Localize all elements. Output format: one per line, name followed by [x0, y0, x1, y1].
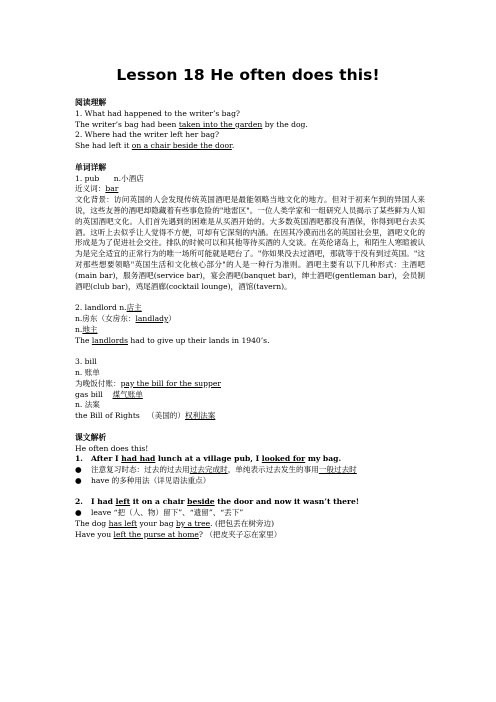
vocab-landlord-line3: n.地主	[75, 324, 98, 334]
bullet-icon: ●	[75, 475, 82, 485]
vocab-landlord-line2: n.房东（女房东：landlady）	[75, 313, 176, 323]
bullet-icon: ●	[75, 508, 82, 518]
vocab-bill-line6: the Bill of Rights （美国的）权利法案	[75, 411, 216, 421]
vocab-bill-line3: 为晚饭付账：pay the bill for the supper	[75, 378, 221, 388]
vocab-bill-line2: n. 账单	[75, 367, 100, 377]
analysis-bullet-1: ● 注意复习时态：过去的过去用过去完成时，单纯表示过去发生的事用一般过去时	[75, 465, 357, 475]
vocab-pub-synonym: 近义词：bar	[75, 184, 119, 194]
analysis-bullet-2: ● have 的多种用法（详见语法重点）	[75, 475, 211, 485]
vocab-landlord-line1: 2. landlord n.店主	[75, 303, 142, 313]
analysis-intro: He often does this!	[75, 443, 149, 453]
bullet-icon: ●	[75, 465, 82, 475]
vocab-pub-line: 1. pub n.小酒店	[75, 173, 144, 183]
analysis-example-1: The dog has left your bag by a tree. (把包丢在树旁边)	[75, 519, 275, 529]
vocab-pub-background: 文化背景：访问英国的人会发现传统英国酒吧是最能领略当地文化的地方。但对于初来乍到的异国人来说，这些友善的酒吧却隐藏着有些事危险的"地雷区"。一位人类学家和一组研究人员揭示了某些鲜为人知的英国酒吧文化。人们首先遇到的困难是从买酒开始的。大多数英国酒吧都没有酒保，你得到吧台去买酒。这听上去似乎让人觉得不方便，可却有它深刻的内涵。在因其冷漠而出名的英国社会里，酒吧文化的形成是为了促进社会交往。排队的时候可以和其他等待买酒的人交谈。在英伦诸岛上，和陌生人寒暄被认为是完全适宜的正常行为的唯一场所可能就是吧台了。"你如果没去过酒吧，那就等于没有到过英国。"这对那些想要领略"英国生活和文化核心部分"的人是一种行为准则。酒吧主要有以下几种形式：主酒吧(main bar)，服务酒吧(service bar)，宴会酒吧(banquet bar)，绅士酒吧(gentleman bar)，会员制酒吧(club bar)，鸡尾酒廊(cocktail lounge)，酒馆(tavern)。	[75, 195, 425, 291]
vocab-landlord-example: The landlords had to give up their lands in 1940’s.	[75, 335, 270, 345]
reading-question-1: 1. What had happened to the writer’s bag?	[75, 108, 241, 118]
vocab-bill-line1: 3. bill	[75, 357, 97, 367]
analysis-bullet-3: ● leave “把（人、物）留下”、“遗留”、“丢下”	[75, 508, 244, 518]
analysis-heading: 课文解析	[75, 432, 107, 442]
page-title: Lesson 18 He often does this!	[116, 66, 380, 84]
reading-answer-1: The writer’s bag had been taken into the garden by the dog.	[75, 119, 308, 129]
analysis-sentence-2: 2. I had left it on a chair beside the door and now it wasn’t there!	[75, 497, 360, 507]
reading-question-2: 2. Where had the writer left her bag?	[75, 130, 220, 140]
vocab-bill-line5: n. 法案	[75, 400, 100, 410]
vocab-bill-line4: gas bill 煤气账单	[75, 389, 143, 399]
analysis-sentence-1: 1. After I had had lunch at a village pub, I looked for my bag.	[75, 454, 342, 464]
analysis-example-2: Have you left the purse at home? （把皮夹子忘在家里）	[75, 529, 282, 539]
document-body	[75, 98, 425, 541]
reading-answer-2: She had left it on a chair beside the door.	[75, 141, 235, 151]
reading-heading: 阅读理解	[75, 98, 107, 107]
vocab-heading: 单词详解	[75, 162, 107, 172]
